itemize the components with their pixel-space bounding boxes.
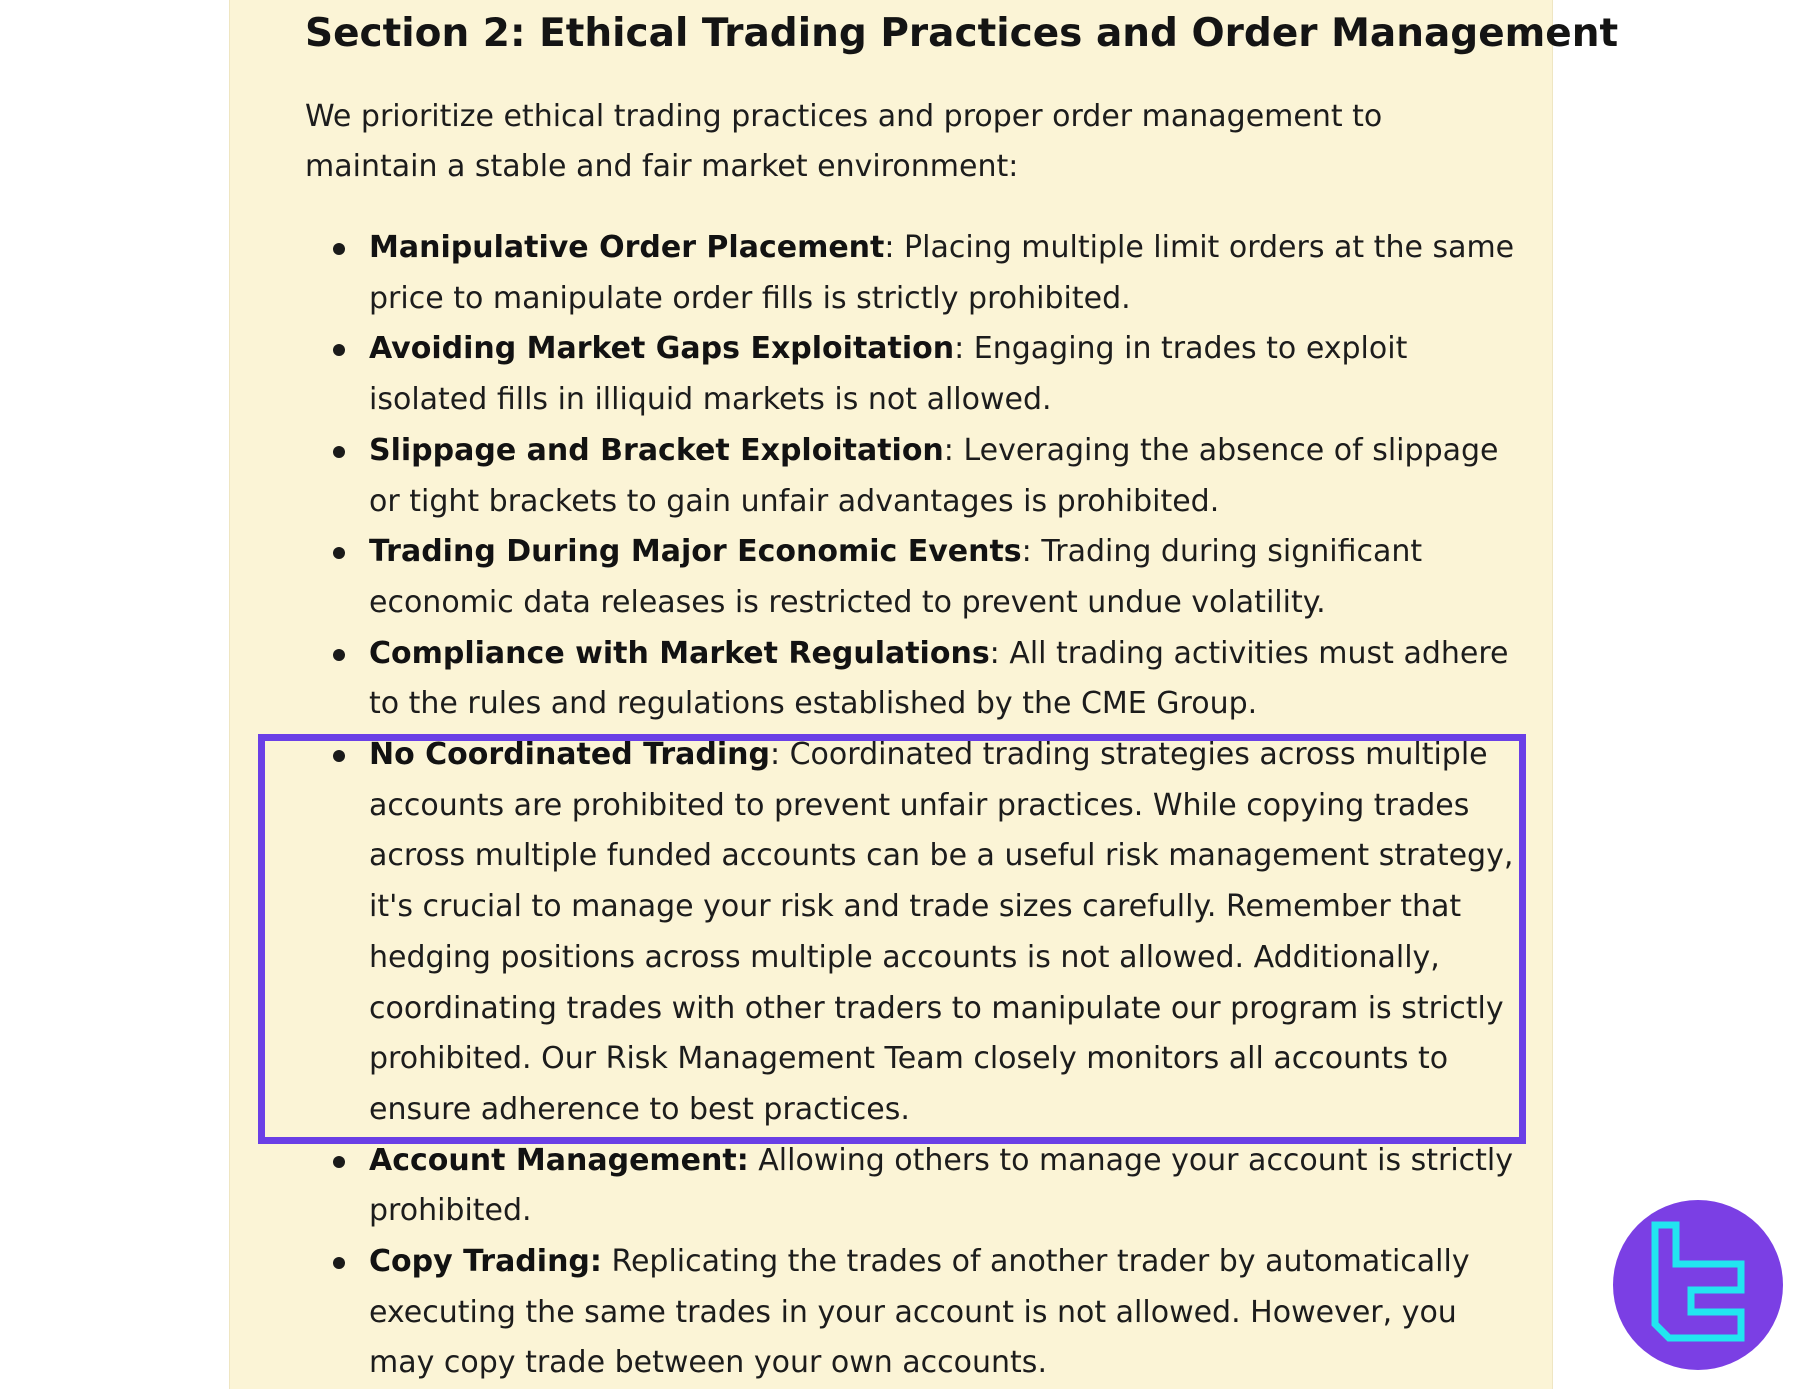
bullet-icon (333, 1156, 345, 1168)
rules-list (305, 223, 1517, 1389)
bullet-icon (333, 547, 345, 559)
rule-text: Leveraging the absence of slippage or tight brackets to gain unfair advantages is prohibited. (369, 432, 1499, 519)
rule-separator: : (954, 331, 965, 367)
rule-text: Engaging in trades to exploit isolated fills in illiquid markets is not allowed. (369, 331, 1408, 418)
rule-separator: : (1021, 534, 1032, 570)
rule-separator: : (989, 635, 1000, 671)
list-item (305, 1136, 1517, 1237)
rule-text: Trading during significant economic data releases is restricted to prevent undue volatility. (369, 534, 1423, 620)
rule-text: All trading activities must adhere to the rules and regulations established by the CME Group. (369, 635, 1509, 722)
rule-term: Avoiding Market Gaps Exploitation (369, 331, 955, 367)
rule-term: Slippage and Bracket Exploitation (369, 432, 944, 468)
rule-term: No Coordinated Trading (369, 737, 770, 773)
bullet-icon (333, 243, 345, 255)
list-item (305, 324, 1517, 425)
list-item (305, 1237, 1517, 1389)
list-item (305, 629, 1517, 730)
rule-term: Copy Trading (369, 1244, 590, 1280)
section-intro: We prioritize ethical trading practices and proper order management to maintain a stable and fair market environment: (305, 99, 1383, 184)
bullet-icon (333, 750, 345, 762)
rule-separator: : (736, 1142, 749, 1178)
logo-svg (1613, 1200, 1783, 1370)
rule-text: Replicating the trades of another trader by automatically executing the same trades in your account is not allowed. However, you may copy trade between your own accounts. (369, 1244, 1470, 1381)
rule-term: Account Management (369, 1142, 737, 1178)
bullet-icon (333, 344, 345, 356)
list-item-highlighted (305, 730, 1517, 1136)
rule-term: Trading During Major Economic Events (369, 534, 1022, 570)
list-item (305, 527, 1517, 628)
rule-text: Coordinated trading strategies across multiple accounts are prohibited to prevent unfair practices. While copying trades across multiple funded accounts can be a useful risk management strategy, it's crucial to manage your risk and trade sizes carefully. Remember that hedging positions across multiple accounts is not allowed. Additionally, coordinating trades with other traders to manipulate our program is strictly prohibited. Our Risk Management Team closely monitors all accounts to ensure adherence to best practices. (369, 737, 1514, 1127)
rule-term: Compliance with Market Regulations (369, 635, 990, 671)
list-item (305, 223, 1517, 324)
list-item (305, 426, 1517, 527)
bullet-icon (333, 1257, 345, 1269)
section-title: Section 2: Ethical Trading Practices and Order Management (305, 11, 1619, 56)
rule-separator: : (589, 1244, 602, 1280)
tradingfinder-logo-icon (1613, 1200, 1783, 1370)
content-panel (229, 0, 1619, 1389)
logo-circle (1613, 1200, 1783, 1370)
rule-text: Allowing others to manage your account is strictly prohibited. (369, 1142, 1514, 1229)
bullet-icon (333, 446, 345, 458)
bullet-icon (333, 649, 345, 661)
rule-separator: : (943, 432, 954, 468)
rule-separator: : (884, 230, 895, 265)
rule-text: Placing multiple limit orders at the same price to manipulate order fills is strictly prohibited. (369, 230, 1515, 316)
rule-separator: : (769, 737, 781, 773)
rule-term: Manipulative Order Placement (369, 230, 885, 265)
